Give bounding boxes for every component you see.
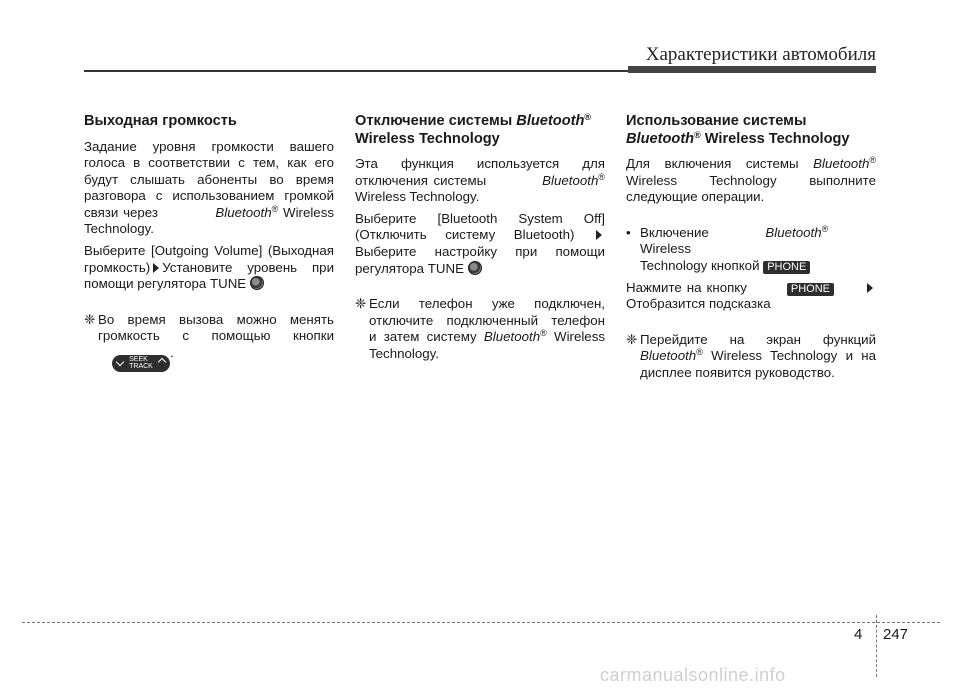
paragraph: Выберите [Bluetooth System Off] (Отключить систему Bluetooth) Выберите настройку при помощи регулятора TUNE [355,210,605,276]
paragraph: Нажмите на кнопку PHONE Отобразится подсказка [626,280,876,313]
bullet-mark: • [626,224,631,240]
section-heading: Выходная громкость [84,113,237,129]
section-output-volume [84,113,334,377]
chapter-title: Характеристики автомобиля [645,44,876,65]
paragraph: Выберите [Outgoing Volume] (Выходная громкость) Установите уровень при помощи регулятора TUNE [84,243,334,292]
section-heading: Использование системы Bluetooth® Wireless Technology [626,113,850,147]
footer-divider [876,615,877,677]
footer-rule [22,622,940,623]
note-mark: ❈ [84,311,96,327]
tune-knob-icon [468,261,482,275]
header-rule [84,70,628,72]
arrow-right-icon [596,230,602,240]
page-number: 247 [883,626,909,643]
section-bluetooth-off [355,113,605,368]
phone-button-icon: PHONE [763,261,810,274]
bullet-item: • Включение Bluetooth® Wireless Technology кнопкой PHONE [626,223,829,273]
watermark: carmanualsonline.info [600,665,786,685]
note-mark: ❈ [626,331,638,347]
paragraph: Эта функция используется для отключения системы Bluetooth® Wireless Technology. [355,156,605,205]
note: ❈ Если телефон уже подключен, отключите подключенный телефон и затем систему Bluetooth® Wireless Technology. [355,296,605,361]
phone-button-icon: PHONE [787,283,834,296]
paragraph: Для включения системы Bluetooth® Wireless Technology выполните следующие операции. [626,155,876,205]
note-mark: ❈ [355,296,367,312]
header-bar [628,66,876,73]
paragraph: Задание уровня громкости вашего голоса в соответствии с тем, как его будут слышать абоненты во время разговора с использованием громкой связи через Bluetooth® Wireless Technology. [84,138,334,237]
section-using-bluetooth [626,113,876,387]
tune-knob-icon [250,276,264,290]
arrow-right-icon [867,283,873,293]
chapter-number: 4 [854,626,863,643]
note: ❈ Перейдите на экран функций Bluetooth® Wireless Technology и на дисплее появится руководство. [626,331,876,380]
arrow-right-icon [153,263,159,273]
section-heading: Отключение системы Bluetooth® Wireless Technology [355,112,592,147]
note: ❈ Во время вызова можно менять громкость с помощью кнопки SEEK TRACK . [84,311,334,371]
seek-track-button-icon: SEEK TRACK [112,355,170,372]
